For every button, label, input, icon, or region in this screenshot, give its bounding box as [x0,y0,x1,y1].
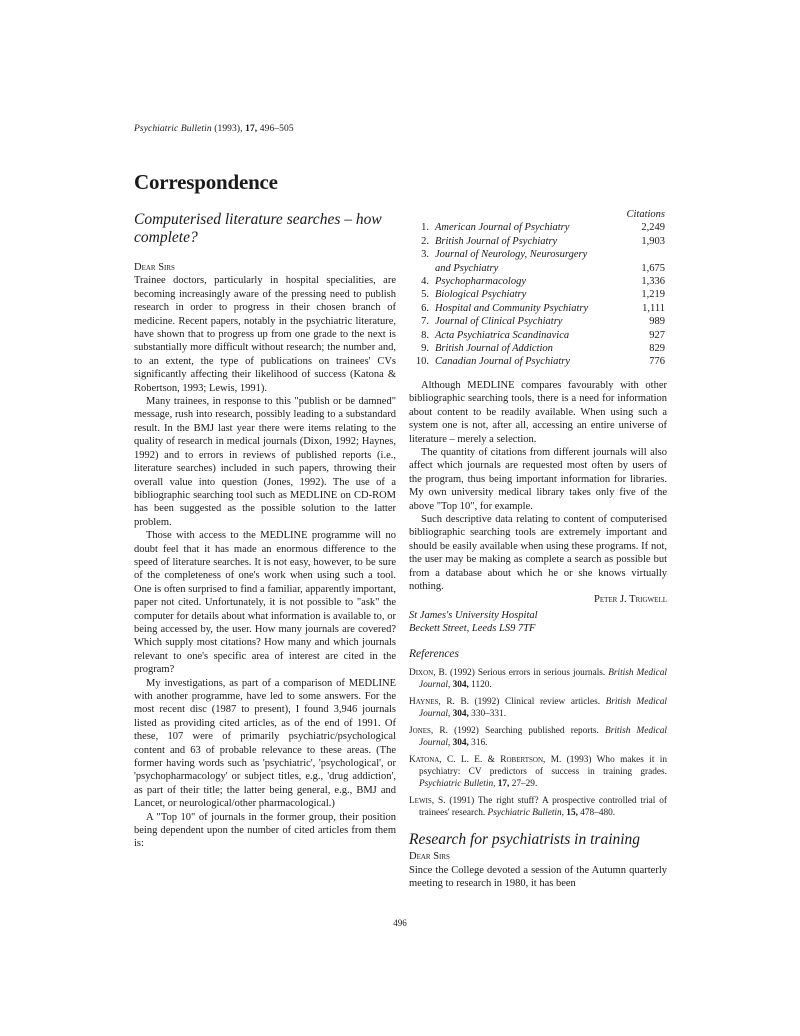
reference-author: Haynes, R. B. [409,697,469,707]
citation-row [409,355,667,368]
left-column [134,208,396,851]
citation-rank: 4. [421,276,429,288]
reference-item [409,754,667,790]
citation-rank: 7. [421,316,429,328]
running-head [134,124,294,134]
reference-journal: British Medical Journal, [419,668,667,690]
paragraph-7: The quantity of citations from different journals will also affect which journals are requested most often by users of the program, thus being important information for libraries. My own university medical library takes only five of the above "Top 10", for example. [409,446,667,512]
citation-count [619,248,667,261]
citation-row [409,248,667,261]
journal-name: Psychiatric Bulletin [134,124,212,134]
citation-journal: Biological Psychiatry [435,289,527,301]
reference-item [409,667,667,691]
citation-count: 1,675 [641,262,665,274]
citation-row [409,262,667,275]
section-title: Correspondence [134,170,278,194]
address-line-2: Beckett Street, Leeds LS9 7TF [409,623,536,635]
journal-volume: 17, [245,124,258,134]
citation-count: 1,219 [641,289,665,301]
article2-title: Research for psychiatrists in training [409,831,641,848]
article2-paragraph-1: Since the College devoted a session of the Autumn quarterly meeting to research in 1980, it has been [409,864,667,890]
citation-row [409,302,667,315]
citation-journal: Journal of Clinical Psychiatry [435,316,563,328]
citation-row [409,288,667,301]
reference-text: (1991) The right stuff? A prospective controlled trial of trainees' research. [419,796,668,818]
citation-count: 1,336 [641,276,665,288]
citation-rank [409,262,435,275]
references-title: References [409,647,460,660]
reference-author: Dixon, B. [409,668,448,678]
reference-journal: British Medical Journal, [419,726,667,748]
paragraph-2: Many trainees, in response to this "publish or be damned" message, rush into research, possibly leading to a substandard result. In the BMJ last year there were items relating to the quality of research in medical journals (Dixon, 1992; Haynes, 1992) and to errors in reviews of published reports (i.e., literature searches) included in such papers, throwing their overall value into question (Jones, 1992). The use of a bibliographic searching tool such as MEDLINE on CD-ROM has been suggested as the possible solution to the latter problem. [134,396,396,528]
citation-journal: and Psychiatry [435,262,499,274]
reference-volume: 304, [450,680,469,690]
citation-journal: British Journal of Psychiatry [435,235,558,247]
paragraph-4: My investigations, as part of a comparison of MEDLINE with another programme, have led to some answers. For the most recent disc (1987 to present), I found 3,946 journals listed as providing cited articles, as of the end of 1991. Of these, 107 were of primarily psychiatric/psychological content and 63 of probable relevance to these areas. (The former having words such as 'psychiatric', 'psychological', or 'psychopharmacology' or subject titles, e.g., 'drug addiction', as part of their title; the latter being general, e.g., BMJ and Lancet, or neurological/other pharmacological.) [134,677,396,810]
reference-author: Katona, C. L. E. & Robertson, M. [409,755,562,765]
reference-text: (1992) Serious errors in serious journals. [447,668,609,678]
citation-row [409,275,667,288]
salutation: Dear Sirs [134,262,175,273]
citation-journal: British Journal of Addiction [435,343,553,355]
reference-author: Jones, R. [409,726,448,736]
citation-journal: Hospital and Community Psychiatry [435,302,589,314]
citation-count: 1,903 [641,235,665,247]
citation-row [409,221,667,234]
reference-journal: Psychiatric Bulletin, [419,779,496,789]
citation-count: 829 [649,343,665,355]
reference-item [409,725,667,749]
reference-text: (1992) Searching published reports. [447,726,606,736]
reference-pages: 330–331. [468,709,507,719]
reference-pages: 27–29. [509,779,538,789]
paragraph-3: Those with access to the MEDLINE programme will no doubt feel that it has made an enormous difference to the speed of literature searches. It is not easy, however, to be sure of the completeness of one's work when using such a tool. One is often surprised to find a familiar, apparently important, paper not cited. Unfortunately, it is not possible to "ask" the computer for details about what information is available to, or being accessed by, the user. How many journals are covered? Which supply most citations? How many and which journals relevant to one's specific area of interest are cited in the program? [134,530,396,676]
citation-count: 2,249 [641,222,665,234]
reference-author: Lewis, S. [409,796,446,806]
reference-text: (1993) Who makes it in psychiatry: CV predictors of success in training grades. [419,755,668,777]
paragraph-8: Such descriptive data relating to content of computerised bibliographic searching tools are extremely important and should be easily available when using these programs. If not, the user may be making as complete a search as possible but from a database about which he or she knows virtually nothing. [409,513,667,592]
right-column [409,208,667,891]
journal-pages: 496–505 [259,124,294,134]
reference-volume: 15, [563,808,578,818]
citation-rank: 8. [421,329,429,341]
journal-year: (1993), [214,124,243,134]
reference-volume: 17, [495,779,510,789]
citation-rank: 5. [421,289,429,301]
citation-journal: Canadian Journal of Psychiatry [435,356,571,368]
references-list [409,667,667,819]
citation-count: 927 [649,329,665,341]
paragraph-6: Although MEDLINE compares favourably with other bibliographic searching tools, there is a need for information about content to be readily available. When using such a system one is not, after all, accessing an entire universe of literature – merely a selection. [409,379,667,445]
citation-row [409,235,667,248]
article2-salutation: Dear Sirs [409,851,450,863]
paragraph-5: A "Top 10" of journals in the former group, their position being dependent upon the number of cited articles from them is: [134,811,396,850]
page-number: 496 [393,918,407,928]
citation-row [409,342,667,355]
reference-pages: 316. [468,738,488,748]
reference-journal: Psychiatric Bulletin, [487,808,564,818]
reference-pages: 478–480. [577,808,616,818]
citation-journal: American Journal of Psychiatry [435,222,570,234]
citation-count: 989 [649,316,665,328]
reference-volume: 304, [450,738,469,748]
article-title: Computerised literature searches – how complete? [134,211,382,246]
reference-journal: British Medical Journal, [419,697,667,719]
citation-row [409,329,667,342]
citation-journal: Psychopharmacology [435,276,526,288]
citation-journal: Acta Psychiatrica Scandinavica [435,329,570,341]
reference-pages: 1120. [468,680,492,690]
citations-rows [409,221,667,368]
citation-journal: Journal of Neurology, Neurosurgery [435,249,588,261]
citations-table [409,208,667,369]
paragraph-1: Trainee doctors, particularly in hospital specialities, are becoming increasingly aware of the pressing need to publish research in order to progress in their chosen branch of medicine. Recent papers, notably in the psychiatric literature, have shown that to progress up from one grade to the next is substantially more difficult without research; the number and, to an extent, the type of publications on trainees' CVs significantly affecting their likelihood of success (Katona & Robertson, 1993; Lewis, 1991). [134,275,396,394]
citation-rank: 9. [421,343,429,355]
citation-rank: 6. [421,302,429,314]
citations-header: Citations [626,209,665,220]
reference-text: (1992) Clinical review articles. [468,697,606,707]
reference-item [409,696,667,720]
citation-rank: 1. [421,222,429,234]
address-line-1: St James's University Hospital [409,609,538,621]
citation-rank: 10. [415,356,429,368]
citation-row [409,315,667,328]
citation-count: 1,111 [642,302,665,314]
signature: Peter J. Trigwell [593,594,667,606]
reference-volume: 304, [450,709,469,719]
citation-count: 776 [649,356,665,368]
citation-rank: 3. [421,249,429,261]
reference-item [409,795,667,819]
citation-rank: 2. [421,235,429,247]
